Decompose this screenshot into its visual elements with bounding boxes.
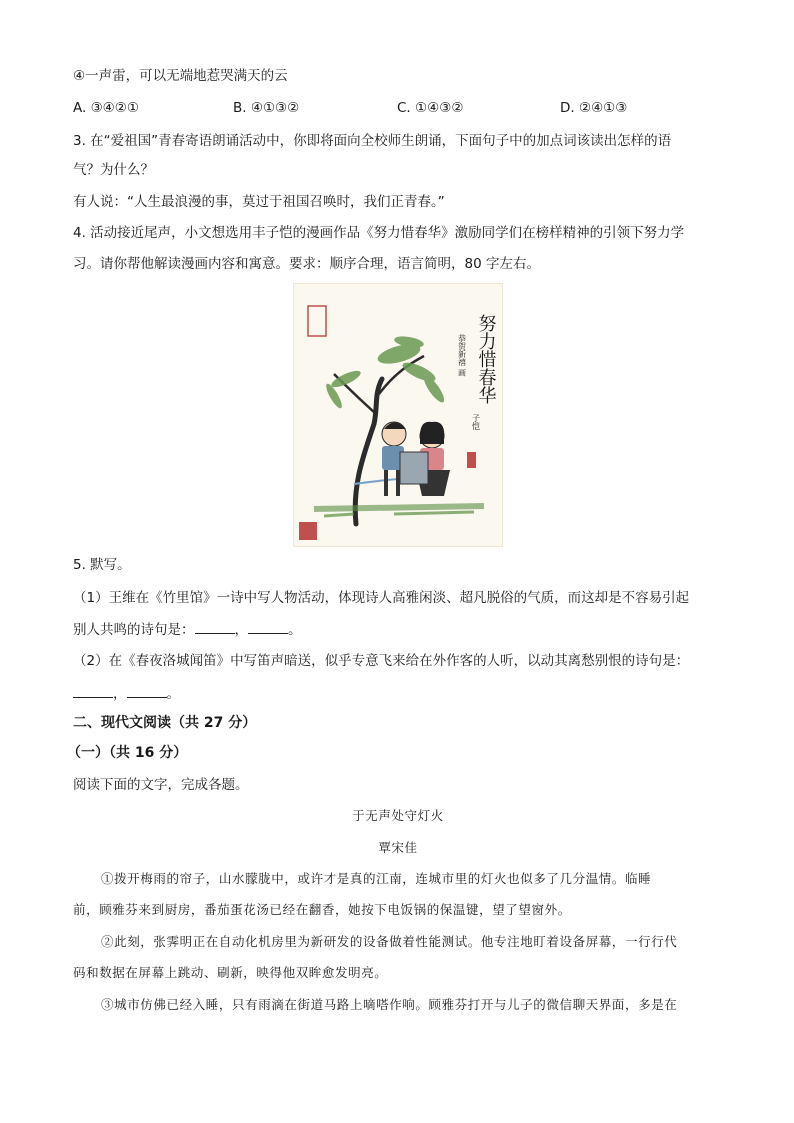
option-c: C. ①④③② bbox=[397, 100, 464, 116]
question-5-part-2-line-1: （2）在《春夜洛城闻笛》中写笛声暗送，似乎专意飞来给在外作客的人听，以动其离愁别恨的诗句是： bbox=[73, 653, 690, 669]
seal-bottom-left bbox=[299, 522, 317, 540]
article-title: 于无声处守灯火 bbox=[352, 808, 444, 823]
seal-right bbox=[467, 452, 476, 468]
comma: ， bbox=[234, 622, 248, 638]
article-paragraph-1-line-2: 前，顾雅芬来到厨房，番茄蛋花汤已经在翻香，她按下电饭锅的保温键，望了望窗外。 bbox=[73, 902, 571, 917]
option-a: A. ③④②① bbox=[73, 100, 139, 116]
question-5-part-1-line-1: （1）王维在《竹里馆》一诗中写人物活动，体现诗人高雅闲淡、超凡脱俗的气质，而这却是不容易引起 bbox=[73, 590, 690, 606]
period: 。 bbox=[166, 686, 180, 702]
question-3-quote: 有人说：“人生最浪漫的事，莫过于祖国召唤时，我们正青春。” bbox=[73, 194, 445, 210]
article-paragraph-3-line-1: ③城市仿佛已经入睡，只有雨滴在街道马路上嘀嗒作响。顾雅芬打开与儿子的微信聊天界面，多是在 bbox=[101, 997, 678, 1012]
answer-blank[interactable] bbox=[195, 619, 235, 634]
question-3-line-1: 3. 在“爱祖国”青春寄语朗诵活动中，你即将面向全校师生朗诵，下面句子中的加点词该读出怎样的语 bbox=[73, 133, 672, 149]
article-paragraph-2-line-2: 码和数据在屏幕上跳动、刷新，映得他双眸愈发明亮。 bbox=[73, 965, 388, 980]
sentence-item-4: ④一声雷，可以无端地惹哭满天的云 bbox=[73, 68, 288, 84]
article-paragraph-2-line-1: ②此刻，张霁明正在自动化机房里为新研发的设备做着性能测试。他专注地盯着设备屏幕，一行行代 bbox=[101, 934, 678, 949]
option-b: B. ④①③② bbox=[233, 100, 300, 116]
question-5-part-1-prompt: 别人共鸣的诗句是： bbox=[73, 622, 195, 638]
cartoon-painting bbox=[293, 283, 503, 547]
painting-signature: 子恺 bbox=[471, 414, 481, 430]
section-2-instruction: 阅读下面的文字，完成各题。 bbox=[73, 777, 249, 793]
article-author: 覃宋佳 bbox=[378, 840, 418, 855]
answer-blank[interactable] bbox=[73, 683, 113, 698]
question-4-line-2: 习。请你帮他解读漫画内容和寓意。要求：顺序合理，语言简明，80 字左右。 bbox=[73, 256, 540, 272]
article-paragraph-1-line-1: ①拨开梅雨的帘子，山水朦胧中，或许才是真的江南，连城市里的灯火也似多了几分温情。临睡 bbox=[101, 871, 652, 886]
answer-blank[interactable] bbox=[248, 619, 288, 634]
answer-blank[interactable] bbox=[127, 683, 167, 698]
option-d: D. ②④①③ bbox=[560, 100, 628, 116]
painting-title-calligraphy: 努力惜春华 bbox=[475, 314, 497, 404]
period: 。 bbox=[288, 622, 302, 638]
section-2-subtitle: （一）（共 16 分） bbox=[67, 745, 188, 761]
question-5-part-1-line-2 bbox=[73, 619, 302, 640]
question-5-title: 5. 默写。 bbox=[73, 557, 131, 573]
section-2-title: 二、现代文阅读（共 27 分） bbox=[73, 715, 257, 731]
question-4-line-1: 4. 活动接近尾声，小文想选用丰子恺的漫画作品《努力惜春华》激励同学们在榜样精神的引领下努力学 bbox=[73, 225, 685, 241]
painting-inscription: 恭贺新禧 画 bbox=[457, 334, 467, 377]
question-3-line-2: 气？为什么？ bbox=[73, 162, 154, 178]
question-5-part-2-line-2 bbox=[73, 683, 180, 704]
painting-illustration bbox=[294, 284, 502, 546]
comma: ， bbox=[113, 686, 127, 702]
